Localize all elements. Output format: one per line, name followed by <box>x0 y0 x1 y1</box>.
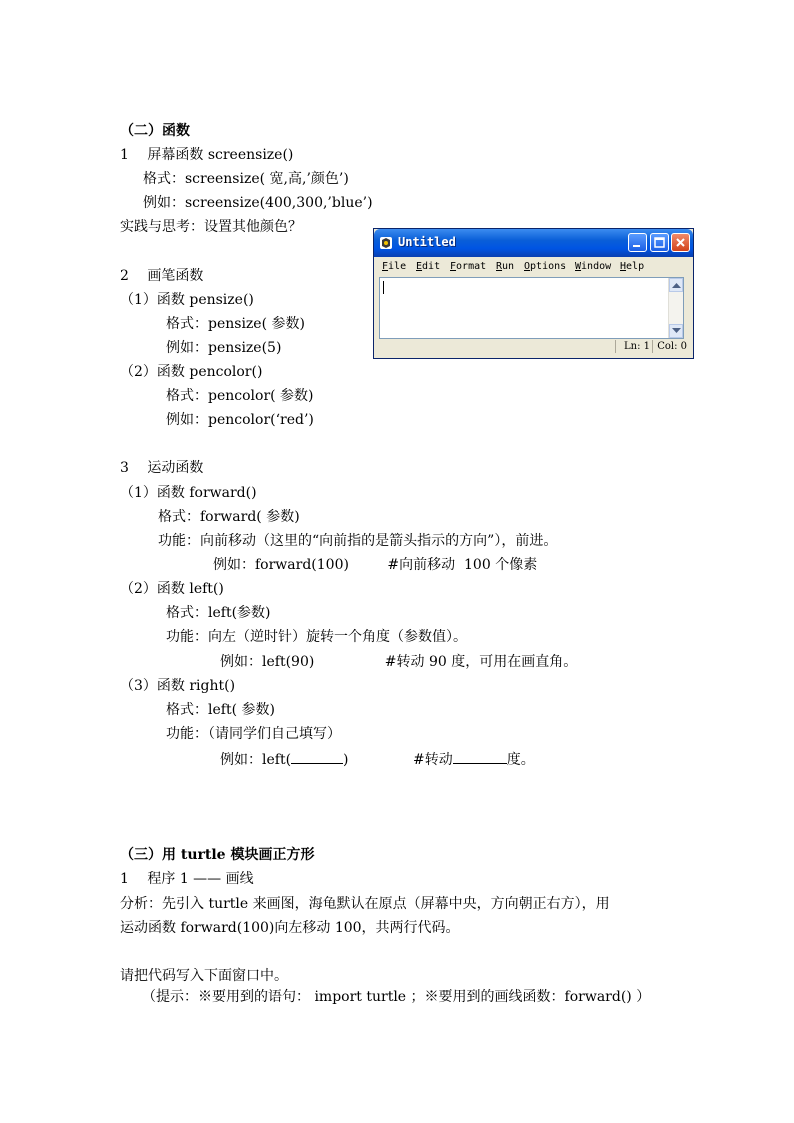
pencolor-title: （2）函数 pencolor() <box>120 364 263 380</box>
menu-file[interactable]: File <box>382 261 407 272</box>
menu-run[interactable]: Run <box>496 261 515 272</box>
idle-window <box>373 228 694 359</box>
section3-heading: （三）用 turtle 模块画正方形 <box>120 847 315 863</box>
section2-heading: （二）函数 <box>120 123 190 139</box>
text-cursor <box>383 281 384 294</box>
right-comment-post: 度。 <box>506 752 535 768</box>
right-format: 格式：left( 参数) <box>166 702 275 718</box>
left-example-code: 例如：left(90) <box>220 654 315 670</box>
motion-func-num: 3 <box>120 460 129 476</box>
screen-func-format: 格式：screensize( 宽,高,’颜色’) <box>143 171 349 187</box>
maximize-button[interactable] <box>650 233 669 252</box>
menu-window[interactable]: Window <box>575 261 612 272</box>
right-func: 功能：（请同学们自己填写） <box>166 726 341 742</box>
right-title: （3）函数 right() <box>120 678 236 694</box>
menu-help[interactable]: Help <box>620 261 645 272</box>
screen-func-num: 1 <box>120 147 129 163</box>
pensize-title: （1）函数 pensize() <box>120 292 254 308</box>
analysis-line-1: 分析：先引入 turtle 来画图，海龟默认在原点（屏幕中央，方向朝正右方），用 <box>120 896 610 912</box>
status-separator <box>652 340 653 353</box>
left-example-comment: #转动 90 度，可用在画直角。 <box>384 654 578 670</box>
screen-func-name: 屏幕函数 screensize() <box>147 147 294 163</box>
pensize-format: 格式：pensize( 参数) <box>166 316 305 332</box>
python-icon <box>379 236 393 250</box>
motion-func-name: 运动函数 <box>147 460 204 476</box>
program1-title <box>120 869 254 889</box>
arrow-up-icon <box>672 282 681 288</box>
status-line: Ln: 1 <box>624 341 650 352</box>
code-editor[interactable] <box>379 277 684 339</box>
motion-func-title <box>120 458 203 478</box>
screen-practice: 实践与思考：设置其他颜色？ <box>120 219 302 235</box>
program1-num: 1 <box>120 871 129 887</box>
left-format: 格式：left(参数) <box>166 605 271 621</box>
menu-format[interactable]: Format <box>450 261 487 272</box>
screen-func-title <box>120 145 293 165</box>
instruction: 请把代码写入下面窗口中。 <box>120 968 288 984</box>
right-example-pre: 例如：left( <box>220 752 292 768</box>
right-comment-blank[interactable] <box>453 749 507 764</box>
pen-func-title <box>120 266 203 286</box>
left-func: 功能：向左（逆时针）旋转一个角度（参数值）。 <box>166 629 467 645</box>
close-icon <box>674 236 687 249</box>
maximize-icon <box>653 236 666 249</box>
pencolor-example: 例如：pencolor(‘red’) <box>166 412 314 428</box>
minimize-button[interactable] <box>628 233 647 252</box>
menu-edit[interactable]: Edit <box>416 261 441 272</box>
hint: （提示：※要用到的语句： import turtle ；※要用到的画线函数：forward() ） <box>142 989 651 1005</box>
right-example <box>220 749 535 770</box>
pensize-example: 例如：pensize(5) <box>166 340 282 356</box>
menu-options[interactable]: Options <box>524 261 567 272</box>
menu-bar <box>377 259 690 275</box>
arrow-down-icon <box>672 328 681 334</box>
forward-title: （1）函数 forward() <box>120 485 257 501</box>
right-example-blank[interactable] <box>291 749 343 764</box>
pencolor-format: 格式：pencolor( 参数) <box>166 388 314 404</box>
status-bar <box>377 339 690 355</box>
scroll-up-button[interactable] <box>669 278 683 292</box>
program1-name: 程序 1 —— 画线 <box>147 871 254 887</box>
right-example-post: ) <box>343 752 349 768</box>
pen-func-num: 2 <box>120 268 129 284</box>
forward-example <box>213 555 537 575</box>
forward-format: 格式：forward( 参数) <box>158 509 300 525</box>
right-comment-pre: #转动 <box>412 752 453 768</box>
forward-func: 功能：向前移动（这里的“向前指的是箭头指示的方向”），前进。 <box>158 533 558 549</box>
screen-func-example: 例如：screensize(400,300,’blue’) <box>143 195 373 211</box>
window-title: Untitled <box>398 235 456 249</box>
minimize-icon <box>631 236 644 249</box>
pen-func-name: 画笔函数 <box>147 268 204 284</box>
analysis-line-2: 运动函数 forward(100)向左移动 100，共两行代码。 <box>120 920 460 936</box>
status-column: Col: 0 <box>657 341 687 352</box>
left-title: （2）函数 left() <box>120 581 224 597</box>
forward-example-comment: #向前移动 100 个像素 <box>387 557 538 573</box>
left-example <box>220 652 577 672</box>
status-separator <box>615 340 616 353</box>
vertical-scrollbar[interactable] <box>668 278 683 338</box>
close-button[interactable] <box>671 233 690 252</box>
forward-example-code: 例如：forward(100) <box>213 557 349 573</box>
title-bar[interactable] <box>374 229 693 257</box>
scroll-down-button[interactable] <box>669 324 683 338</box>
